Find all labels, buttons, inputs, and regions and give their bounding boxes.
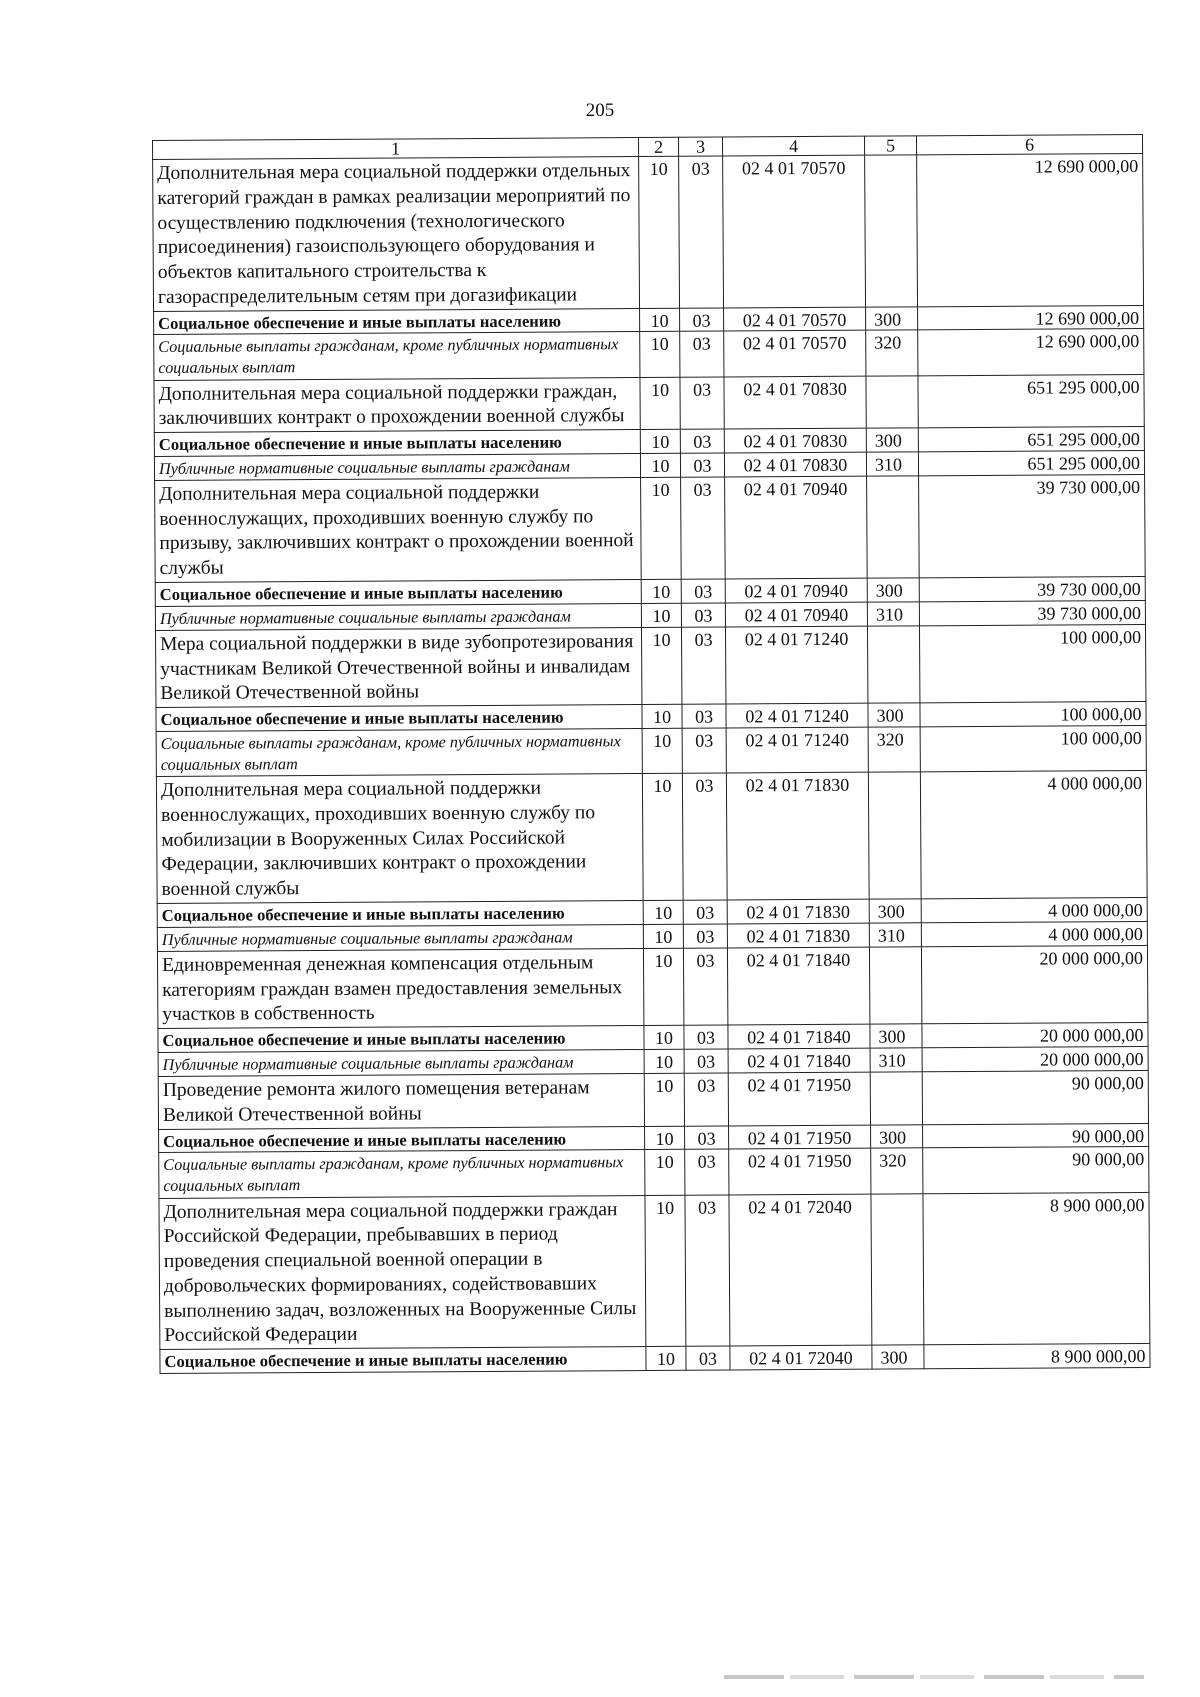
section-cell: 10 <box>644 1025 684 1049</box>
expense-type-cell: 300 <box>872 1345 924 1369</box>
amount-cell: 12 690 000,00 <box>917 153 1144 306</box>
section-cell: 10 <box>645 1126 685 1150</box>
target-article-cell: 02 4 01 72040 <box>729 1194 872 1346</box>
section-cell: 10 <box>641 603 681 627</box>
row-name-cell: Публичные нормативные социальные выплаты гражданам <box>158 1049 644 1076</box>
target-article-cell: 02 4 01 70570 <box>723 155 866 307</box>
subsection-cell: 03 <box>686 1346 730 1370</box>
expense-type-cell: 310 <box>870 1048 922 1072</box>
section-cell: 10 <box>645 1150 685 1195</box>
row-name-cell: Единовременная денежная компенсация отдельным категориям граждан взамен предоставления земельных участков в собственность <box>157 948 643 1028</box>
column-header-4: 4 <box>722 136 864 156</box>
row-name-cell: Дополнительная мера социальной поддержки военнослужащих, проходивших военную службу по призыву, заключивших контракт о прохождении военной службы <box>155 477 642 582</box>
amount-cell: 12 690 000,00 <box>918 305 1144 330</box>
subsection-cell: 03 <box>680 308 724 332</box>
row-name-cell: Публичные нормативные социальные выплаты гражданам <box>157 924 643 951</box>
column-header-3: 3 <box>678 137 722 156</box>
table-row <box>156 771 1147 904</box>
table-row <box>159 1192 1150 1350</box>
section-cell: 10 <box>640 429 680 453</box>
expense-type-cell <box>867 476 920 578</box>
row-name-cell: Социальное обеспечение и иные выплаты населению <box>154 308 640 335</box>
amount-cell: 90 000,00 <box>923 1123 1149 1148</box>
expense-type-cell: 320 <box>871 1148 923 1193</box>
subsection-cell: 03 <box>685 1149 729 1194</box>
section-cell: 10 <box>640 377 680 430</box>
expense-type-cell: 300 <box>866 428 918 452</box>
amount-cell: 4 000 000,00 <box>921 897 1147 922</box>
expense-type-cell: 320 <box>868 727 920 772</box>
subsection-cell: 03 <box>685 1194 730 1346</box>
section-cell: 10 <box>640 453 680 477</box>
amount-cell: 651 295 000,00 <box>918 450 1144 475</box>
amount-cell: 100 000,00 <box>920 702 1146 727</box>
expense-type-cell: 320 <box>866 330 918 375</box>
table-row <box>156 725 1146 776</box>
row-name-cell: Публичные нормативные социальные выплаты гражданам <box>155 603 641 630</box>
amount-cell: 4 000 000,00 <box>920 771 1147 899</box>
row-name-cell: Проведение ремонта жилого помещения ветеранам Великой Отечественной войны <box>158 1074 644 1129</box>
row-name-cell: Социальные выплаты гражданам, кроме публичных нормативных социальных выплат <box>154 332 640 380</box>
amount-cell: 651 295 000,00 <box>918 374 1144 428</box>
amount-cell: 20 000 000,00 <box>922 1022 1148 1047</box>
table-row <box>155 624 1145 707</box>
subsection-cell: 03 <box>680 453 724 477</box>
expense-type-cell <box>865 155 918 307</box>
subsection-cell: 03 <box>681 627 725 705</box>
table-row <box>154 329 1144 380</box>
row-name-cell: Социальные выплаты гражданам, кроме публичных нормативных социальных выплат <box>159 1150 645 1198</box>
section-cell: 10 <box>643 948 683 1025</box>
target-article-cell: 02 4 01 71840 <box>728 1024 870 1049</box>
amount-cell: 8 900 000,00 <box>923 1192 1150 1345</box>
target-article-cell: 02 4 01 71830 <box>727 923 869 948</box>
section-cell: 10 <box>641 627 681 704</box>
expense-type-cell: 300 <box>866 306 918 330</box>
target-article-cell: 02 4 01 71840 <box>728 1048 870 1073</box>
subsection-cell: 03 <box>680 429 724 453</box>
target-article-cell: 02 4 01 70940 <box>725 602 867 627</box>
section-cell: 10 <box>646 1346 686 1370</box>
section-cell: 10 <box>643 900 683 924</box>
subsection-cell: 03 <box>683 948 727 1026</box>
section-cell: 10 <box>642 728 682 773</box>
subsection-cell: 03 <box>680 331 724 376</box>
amount-cell: 8 900 000,00 <box>924 1343 1150 1368</box>
expense-type-cell: 300 <box>870 1024 922 1048</box>
target-article-cell: 02 4 01 71950 <box>728 1072 870 1125</box>
subsection-cell: 03 <box>679 156 724 308</box>
table-row <box>158 1070 1148 1129</box>
amount-cell: 39 730 000,00 <box>919 576 1145 601</box>
expense-type-cell <box>867 626 919 704</box>
column-header-6: 6 <box>916 134 1142 154</box>
expense-type-cell: 300 <box>871 1124 923 1148</box>
expense-type-cell: 300 <box>868 703 920 727</box>
row-name-cell: Дополнительная мера социальной поддержки военнослужащих, проходивших военную службу по мобилизации в Вооруженных Силах Российской Федерации, заключивших контракт о прохождении военной службы <box>156 774 643 904</box>
expense-type-cell: 310 <box>866 452 918 476</box>
row-name-cell: Социальные выплаты гражданам, кроме публичных нормативных социальных выплат <box>156 729 642 777</box>
amount-cell: 39 730 000,00 <box>919 600 1145 625</box>
subsection-cell: 03 <box>682 773 727 900</box>
target-article-cell: 02 4 01 71840 <box>727 947 869 1025</box>
target-article-cell: 02 4 01 71950 <box>729 1149 871 1195</box>
row-name-cell: Дополнительная мера социальной поддержки отдельных категорий граждан в рамках реализации мероприятий по осуществлению подключения (технологического присоединения) газоиспользующего оборудования и объектов капитального строительства к газораспределительным сетям при догазификации <box>153 157 640 311</box>
section-cell: 10 <box>642 773 683 900</box>
target-article-cell: 02 4 01 70830 <box>724 376 866 429</box>
amount-cell: 39 730 000,00 <box>919 474 1146 577</box>
target-article-cell: 02 4 01 71240 <box>726 703 868 728</box>
table-row <box>153 153 1144 311</box>
target-article-cell: 02 4 01 70940 <box>725 476 868 579</box>
scan-artifact-line <box>724 1675 1144 1679</box>
budget-table-sheet <box>152 134 1150 1374</box>
table-row <box>159 1147 1149 1198</box>
table-row <box>154 374 1144 433</box>
row-name-cell: Социальное обеспечение и иные выплаты населению <box>160 1347 646 1374</box>
amount-cell: 651 295 000,00 <box>918 426 1144 451</box>
row-name-cell: Дополнительная мера социальной поддержки граждан Российской Федерации, пребывавших в период проведения специальной военной операции в добровольческих формированиях, содействовавших выполнению задач, возложенных на Вооруженные Силы Российской Федерации <box>159 1195 646 1349</box>
section-cell: 10 <box>645 1195 686 1347</box>
section-cell: 10 <box>643 924 683 948</box>
amount-cell: 12 690 000,00 <box>918 329 1144 376</box>
amount-cell: 100 000,00 <box>919 624 1145 703</box>
target-article-cell: 02 4 01 71240 <box>726 727 868 773</box>
page-number: 205 <box>585 100 615 121</box>
target-article-cell: 02 4 01 71830 <box>726 772 869 900</box>
amount-cell: 20 000 000,00 <box>921 945 1147 1024</box>
target-article-cell: 02 4 01 71240 <box>725 626 867 704</box>
expense-type-cell: 300 <box>869 899 921 923</box>
column-header-2: 2 <box>638 137 678 156</box>
expense-type-cell <box>870 1072 922 1125</box>
subsection-cell: 03 <box>682 704 726 728</box>
row-name-cell: Дополнительная мера социальной поддержки граждан, заключивших контракт о прохождении военной службы <box>154 377 640 432</box>
amount-cell: 4 000 000,00 <box>921 921 1147 946</box>
row-name-cell: Социальное обеспечение и иные выплаты населению <box>155 579 641 606</box>
expense-type-cell <box>868 772 921 899</box>
row-name-cell: Социальное обеспечение и иные выплаты населению <box>156 705 642 732</box>
target-article-cell: 02 4 01 72040 <box>730 1345 872 1370</box>
subsection-cell: 03 <box>683 924 727 948</box>
target-article-cell: 02 4 01 70940 <box>725 578 867 603</box>
budget-table <box>152 134 1151 1374</box>
section-cell: 10 <box>644 1073 684 1126</box>
target-article-cell: 02 4 01 70830 <box>724 428 866 453</box>
subsection-cell: 03 <box>681 579 725 603</box>
row-name-cell: Социальное обеспечение и иные выплаты населению <box>154 430 640 457</box>
target-article-cell: 02 4 01 70830 <box>724 452 866 477</box>
expense-type-cell: 310 <box>867 602 919 626</box>
target-article-cell: 02 4 01 70570 <box>724 307 866 332</box>
table-row <box>157 945 1147 1028</box>
subsection-cell: 03 <box>684 1073 728 1126</box>
row-name-cell: Социальное обеспечение и иные выплаты населению <box>157 900 643 927</box>
subsection-cell: 03 <box>681 477 726 579</box>
target-article-cell: 02 4 01 71830 <box>727 899 869 924</box>
target-article-cell: 02 4 01 70570 <box>724 331 866 377</box>
subsection-cell: 03 <box>684 1049 728 1073</box>
expense-type-cell <box>866 375 918 428</box>
section-cell: 10 <box>641 579 681 603</box>
section-cell: 10 <box>641 477 682 579</box>
column-header-5: 5 <box>864 136 916 155</box>
row-name-cell: Мера социальной поддержки в виде зубопротезирования участникам Великой Отечественной войны и инвалидам Великой Отечественной войны <box>155 627 641 707</box>
subsection-cell: 03 <box>681 603 725 627</box>
expense-type-cell <box>869 947 921 1025</box>
amount-cell: 20 000 000,00 <box>922 1046 1148 1071</box>
row-name-cell: Социальное обеспечение и иные выплаты населению <box>158 1026 644 1053</box>
section-cell: 10 <box>642 704 682 728</box>
amount-cell: 100 000,00 <box>920 725 1146 772</box>
subsection-cell: 03 <box>680 377 724 430</box>
column-header-1: 1 <box>153 138 639 160</box>
row-name-cell: Социальное обеспечение и иные выплаты населению <box>159 1126 645 1153</box>
amount-cell: 90 000,00 <box>922 1070 1148 1124</box>
subsection-cell: 03 <box>684 1025 728 1049</box>
subsection-cell: 03 <box>683 900 727 924</box>
expense-type-cell <box>871 1193 924 1345</box>
table-row <box>155 474 1146 582</box>
section-cell: 10 <box>644 1049 684 1073</box>
section-cell: 10 <box>640 332 680 377</box>
section-cell: 10 <box>639 156 680 308</box>
subsection-cell: 03 <box>685 1125 729 1149</box>
target-article-cell: 02 4 01 71950 <box>729 1125 871 1150</box>
amount-cell: 90 000,00 <box>923 1147 1149 1194</box>
expense-type-cell: 310 <box>869 923 921 947</box>
expense-type-cell: 300 <box>867 578 919 602</box>
row-name-cell: Публичные нормативные социальные выплаты гражданам <box>154 453 640 480</box>
section-cell: 10 <box>640 308 680 332</box>
subsection-cell: 03 <box>682 728 726 773</box>
